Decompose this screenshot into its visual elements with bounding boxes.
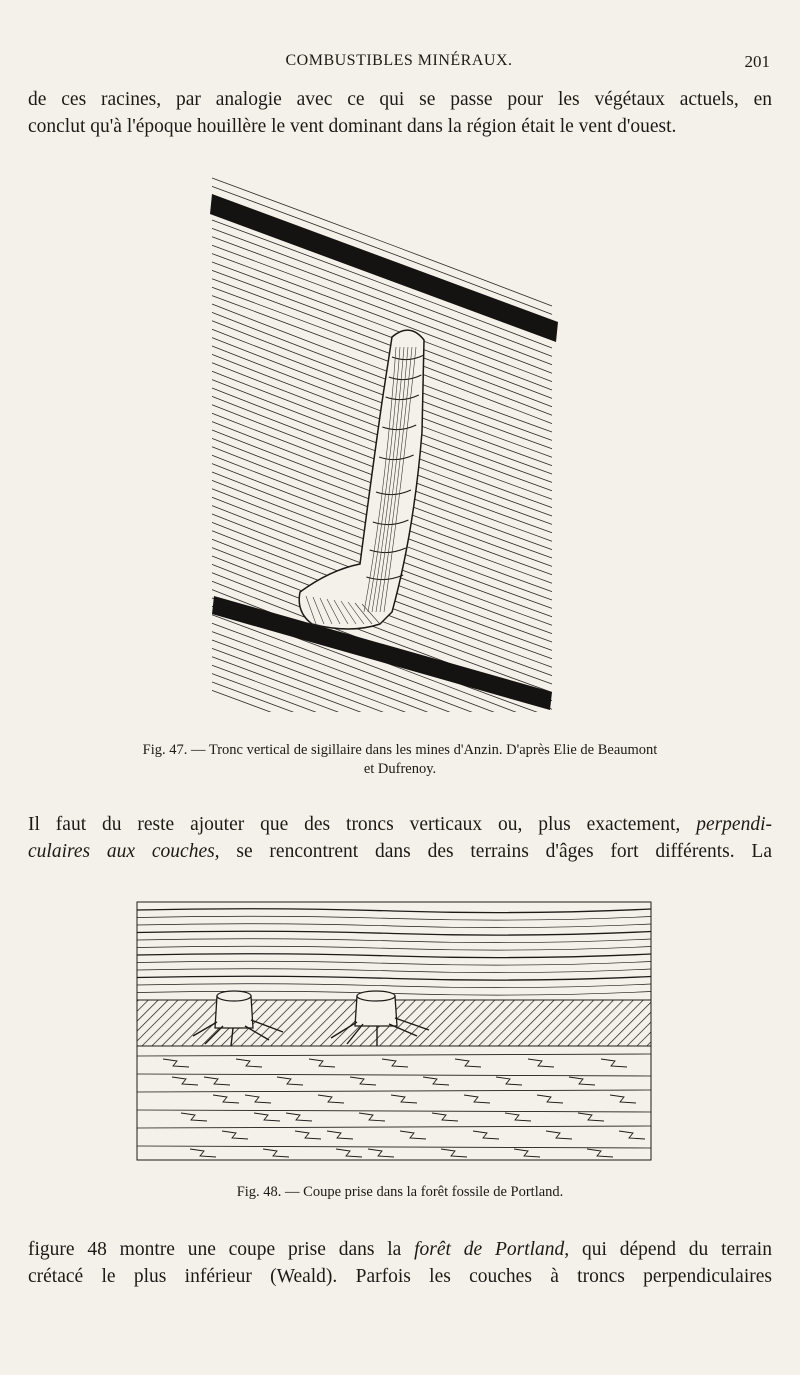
- figure-47-illustration: [200, 172, 560, 712]
- paragraph-portland: [28, 1236, 772, 1290]
- paragraph-line: crétacé le plus inférieur (Weald). Parfois les couches à troncs perpendiculaires: [28, 1266, 772, 1287]
- caption-line: et Dufrenoy.: [363, 761, 437, 777]
- paragraph-line: figure 48 montre une coupe prise dans la forêt de Portland, qui dépend du terrain: [28, 1239, 772, 1260]
- figure-48-caption: Fig. 48. — Coupe prise dans la forêt fossile de Portland.: [236, 1184, 564, 1200]
- page-header: [28, 52, 770, 76]
- lower-strata: [137, 1054, 651, 1157]
- caption-line: Fig. 47. — Tronc vertical de sigillaire dans les mines d'Anzin. D'après Elie de Beaumont: [142, 742, 658, 758]
- paragraph-intro: [28, 86, 772, 140]
- page-number: 201: [744, 52, 770, 71]
- paragraph-perpendicular: [28, 811, 772, 865]
- paragraph-line: de ces racines, par analogie avec ce qui se passe pour les végétaux actuels, en: [28, 89, 772, 110]
- running-title: COMBUSTIBLES MINÉRAUX.: [285, 52, 513, 69]
- paragraph-line: Il faut du reste ajouter que des troncs verticaux ou, plus exactement, perpendi-: [28, 814, 772, 835]
- upper-strata: [137, 909, 651, 995]
- figure-48-illustration: [133, 896, 657, 1166]
- figure-47-caption: [50, 741, 750, 779]
- coal-seam-upper: [210, 194, 558, 342]
- paragraph-line: conclut qu'à l'époque houillère le vent dominant dans la région était le vent d'ouest.: [28, 116, 677, 137]
- paragraph-line: culaires aux couches, se rencontrent dans des terrains d'âges fort différents. La: [28, 841, 772, 862]
